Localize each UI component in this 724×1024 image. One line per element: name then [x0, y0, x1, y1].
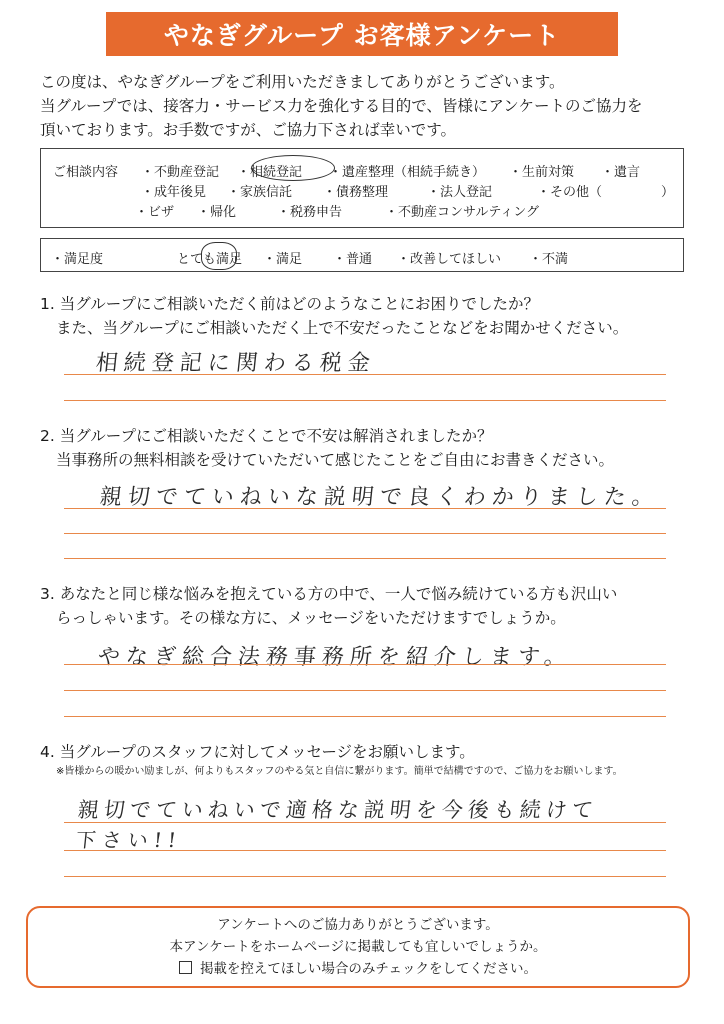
category-option[interactable]: ・法人登記	[427, 185, 493, 200]
satisfaction-box	[40, 238, 684, 272]
intro-line: 頂いております。お手数ですが、ご協力下されば幸いです。	[40, 121, 457, 139]
question-note: ※皆様からの暖かい励ましが、何よりもスタッフのやる気と自信に繋がります。簡単で結構ですので、ご協力をお願いします。	[56, 766, 623, 777]
answer-line	[64, 690, 666, 691]
footer-box	[26, 906, 690, 988]
intro-text	[40, 70, 700, 142]
question-text: 当事務所の無料相談を受けていただいて感じたことをご自由にお書きください。	[56, 451, 615, 469]
category-option-selected[interactable]: ・相続登記	[237, 165, 303, 180]
category-option[interactable]: ・債務整理	[323, 185, 389, 200]
category-option-close: ）	[661, 185, 675, 200]
survey-title: やなぎグループ お客様アンケート	[106, 12, 618, 56]
question-text: 1. 当グループにご相談いただく前はどのようなことにお困りでしたか？	[40, 295, 539, 313]
answer-line	[64, 374, 666, 375]
answer-line	[64, 716, 666, 717]
category-option[interactable]: ・ビザ	[135, 205, 175, 220]
question-text: らっしゃいます。その様な方に、メッセージをいただけますでしょうか。	[56, 609, 566, 627]
handwritten-answer: 親切でていねいな説明で良くわかりました。	[98, 485, 662, 510]
satisfaction-option[interactable]: ・満足	[263, 252, 303, 267]
answer-line	[64, 876, 666, 877]
question-2	[40, 424, 700, 472]
question-1	[40, 292, 700, 340]
category-option[interactable]: ・遺言	[601, 165, 641, 180]
intro-line: 当グループでは、接客力・サービス力を強化する目的で、皆様にアンケートのご協力を	[40, 97, 643, 115]
handwritten-answer-continued: 下さい!!	[74, 828, 184, 852]
question-text: 4. 当グループのスタッフに対してメッセージをお願いします。	[40, 743, 475, 761]
category-option[interactable]: ・不動産登記	[141, 165, 220, 180]
category-option[interactable]: ・その他（	[537, 185, 603, 200]
satisfaction-option[interactable]: ・改善してほしい	[397, 252, 502, 267]
category-option[interactable]: ・帰化	[197, 205, 237, 220]
answer-line	[64, 850, 666, 851]
category-option[interactable]: ・税務申告	[277, 205, 343, 220]
category-option[interactable]: ・遺産整理（相続手続き）	[329, 165, 486, 180]
question-4	[40, 740, 700, 780]
category-option[interactable]: ・家族信託	[227, 185, 293, 200]
checkbox-label: 掲載を控えてほしい場合のみチェックをしてください。	[199, 961, 538, 977]
answer-line	[64, 558, 666, 559]
footer-checkbox-row[interactable]	[28, 958, 688, 980]
answer-line	[64, 400, 666, 401]
question-3	[40, 582, 700, 630]
satisfaction-option-selected[interactable]: とても満足	[177, 252, 243, 267]
question-text: 2. 当グループにご相談いただくことで不安は解消されましたか？	[40, 427, 493, 445]
intro-line: この度は、やなぎグループをご利用いただきましてありがとうございます。	[40, 73, 565, 91]
handwritten-answer: 親切でていねいで適格な説明を今後も続けて	[76, 798, 600, 822]
selection-mark	[201, 242, 237, 270]
consultation-category-box	[40, 148, 684, 228]
footer-question: 本アンケートをホームページに掲載しても宜しいでしょうか。	[169, 939, 547, 955]
category-label: ご相談内容	[53, 165, 119, 180]
satisfaction-option[interactable]: ・不満	[529, 252, 569, 267]
satisfaction-label: ・満足度	[51, 252, 104, 267]
category-option[interactable]: ・不動産コンサルティング	[385, 205, 540, 220]
question-text: 3. あなたと同じ様な悩みを抱えている方の中で、一人で悩み続けている方も沢山い	[40, 585, 618, 603]
handwritten-answer: 相続登記に関わる税金	[94, 351, 378, 376]
answer-line	[64, 533, 666, 534]
category-option[interactable]: ・成年後見	[141, 185, 207, 200]
category-option[interactable]: ・生前対策	[509, 165, 575, 180]
handwritten-answer: やなぎ総合法務事務所を紹介します。	[96, 645, 574, 670]
answer-line	[64, 508, 666, 509]
question-text: また、当グループにご相談いただく上で不安だったことなどをお聞かせください。	[56, 319, 629, 337]
satisfaction-option[interactable]: ・普通	[333, 252, 373, 267]
footer-thanks: アンケートへのご協力ありがとうございます。	[217, 917, 499, 933]
answer-line	[64, 822, 666, 823]
opt-out-checkbox[interactable]	[179, 961, 192, 974]
answer-line	[64, 664, 666, 665]
